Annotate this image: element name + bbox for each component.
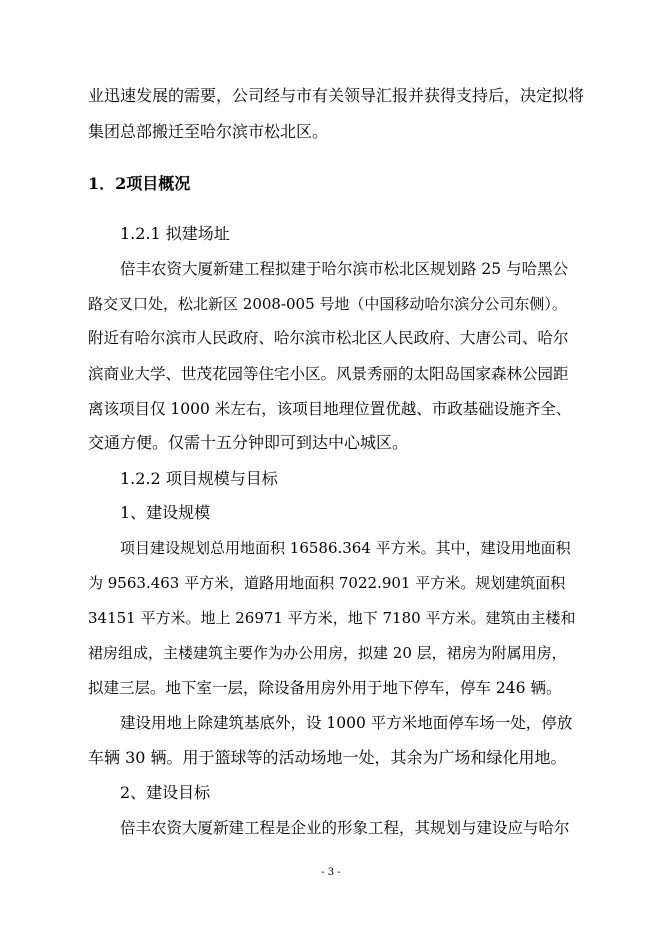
body-text-line: 34151 平方米。地上 26971 平方米，地下 7180 平方米。建筑由主楼和 xyxy=(88,609,576,627)
body-text-line: 建设用地上除建筑基底外，设 1000 平方米地面停车场一处，停放 xyxy=(120,714,573,732)
body-text-line: 附近有哈尔滨市人民政府、哈尔滨市松北区人民政府、大唐公司、哈尔 xyxy=(88,329,569,347)
body-text-line: 为 9563.463 平方米，道路用地面积 7022.901 平方米。规划建筑面积 xyxy=(88,574,566,592)
body-text-line: 集团总部搬迁至哈尔滨市松北区。 xyxy=(88,122,329,141)
subsection-heading: 1.2.1 拟建场址 xyxy=(120,224,230,243)
body-text-line: 倍丰农资大厦新建工程是企业的形象工程，其规划与建设应与哈尔 xyxy=(120,819,570,837)
list-heading: 1、建设规模 xyxy=(120,503,211,522)
body-text-line: 离该项目仅 1000 米左右，该项目地理位置优越、市政基础设施齐全、 xyxy=(88,400,572,418)
page-number: - 3 - xyxy=(321,867,341,878)
subsection-heading: 1.2.2 项目规模与目标 xyxy=(120,469,278,488)
list-heading: 2、建设目标 xyxy=(120,783,211,802)
body-text-line: 业迅速发展的需要，公司经与市有关领导汇报并获得支持后，决定拟将 xyxy=(88,86,585,105)
body-text-line: 裙房组成，主楼建筑主要作为办公用房，拟建 20 层，裙房为附属用房， xyxy=(88,644,567,662)
body-text-line: 交通方便。仅需十五分钟即可到达中心城区。 xyxy=(88,433,409,452)
body-text-line: 拟建三层。地下室一层，除设备用房外用于地下停车，停车 246 辆。 xyxy=(88,679,562,697)
body-text-line: 项目建设规划总用地面积 16586.364 平方米。其中，建设用地面积 xyxy=(120,539,571,557)
body-text-line: 滨商业大学、世茂花园等住宅小区。风景秀丽的太阳岛国家森林公园距 xyxy=(88,365,569,383)
body-text-line: 路交叉口处，松北新区 2008-005 号地（中国移动哈尔滨分公司东侧）。 xyxy=(88,295,567,313)
section-heading: 1．2项目概况 xyxy=(88,174,191,193)
body-text-line: 车辆 30 辆。用于篮球等的活动场地一处，其余为广场和绿化用地。 xyxy=(88,748,567,767)
body-text-line: 倍丰农资大厦新建工程拟建于哈尔滨市松北区规划路 25 与哈黑公 xyxy=(120,260,569,278)
